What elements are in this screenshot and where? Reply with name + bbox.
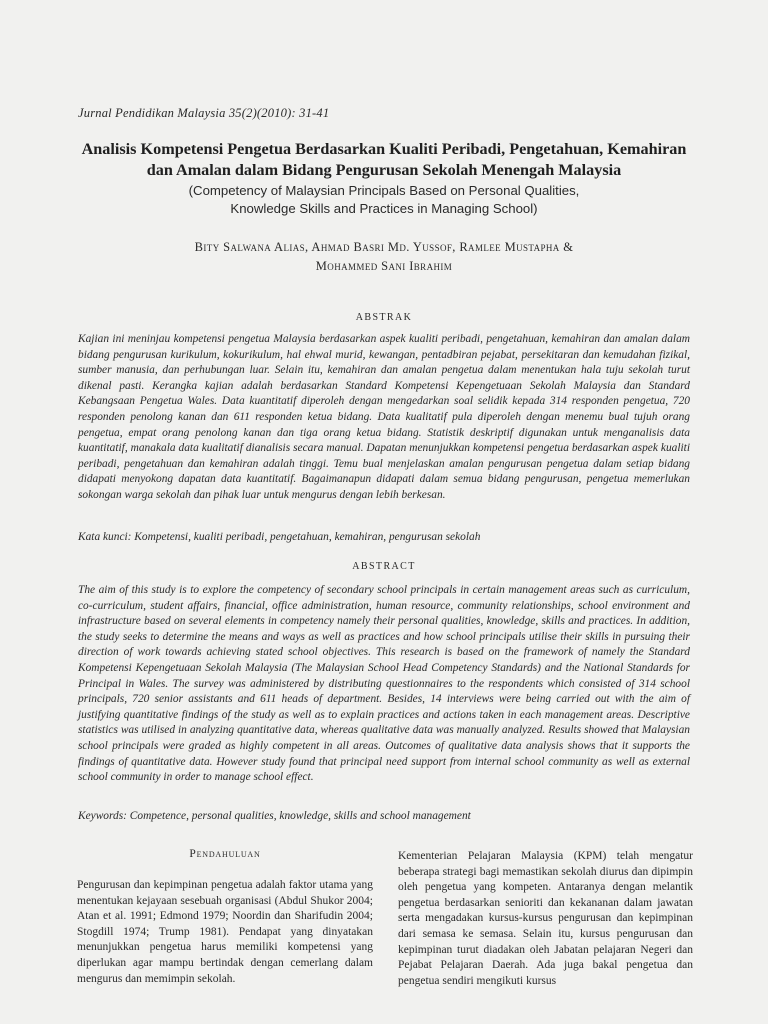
journal-citation: Jurnal Pendidikan Malaysia 35(2)(2010): 31-41: [78, 106, 330, 120]
english-title: [40, 182, 728, 218]
subtitle-line-1: (Competency of Malaysian Principals Based on Personal Qualities,: [188, 183, 580, 198]
abstract-heading: ABSTRACT: [352, 561, 416, 572]
subtitle-line-2: Knowledge Skills and Practices in Managing School): [230, 201, 538, 216]
authors-line-2: Mohammed Sani Ibrahim: [315, 259, 453, 273]
title-line-2: dan Amalan dalam Bidang Pengurusan Sekolah Menengah Malaysia: [146, 161, 622, 179]
pendahuluan-heading: Pendahuluan: [189, 848, 261, 860]
abstract-text: The aim of this study is to explore the competency of secondary school principals in certain management areas such as curriculum, co-curriculum, student affairs, financial, office administration, human resource, community relationships, school environment and infrastructure based on several elements in competency namely their personal qualities, knowledge, skills and practices. In addition, the study seeks to determine the means and ways as well as practices and how school principals utilise their skills in pursuing their direction of work towards achieving stated school objectives. This research is based on the framework of namely the Standard Kompetensi Kepengetuaan Sekolah Malaysia (The Malaysian School Head Competency Standards) and the National Standards for Principal in Wales. The survey was administered by distributing questionnaires to the respondents which consisted of 314 school principals, 720 senior assistants and 611 heads of department. Besides, 14 interviews were being carried out with the aim of justifying quantitative findings of the study as well as to explain practices and actions taken in each management areas. Descriptive statistics was utilised in analyzing quantitative data, whereas qualitative data was manually analyzed. Results showed that Malaysian school principals were graded as highly competent in all areas. Outcomes of qualitative data analysis shows that it supports the findings of quantitative data. However study found that principal need support from internal school community as well as external school community in order to manage school effect.: [78, 584, 690, 784]
article-title: [40, 139, 728, 181]
authors-line-1: Bity Salwana Alias, Ahmad Basri Md. Yussof, Ramlee Mustapha &: [194, 240, 574, 254]
kata-kunci: Kata kunci: Kompetensi, kualiti peribadi, pengetahuan, kemahiran, pengurusan sekolah: [78, 531, 481, 543]
left-column: [77, 848, 373, 987]
pendahuluan-text: Pengurusan dan kepimpinan pengetua adalah faktor utama yang menentukan kejayaan sesebuah organisasi (Abdul Shukor 2004; Atan et al. 1991; Edmond 1979; Noordin dan Sharifudin 2004; Stogdill 1974; Trump 1981). Pendapat yang dinyatakan menunjukkan pengetua harus memiliki kompetensi yang diperlukan agar mampu bertindak dengan cemerlang dalam mengurus dan memimpin sekolah.: [77, 879, 373, 985]
abstrak-text: Kajian ini meninjau kompetensi pengetua Malaysia berdasarkan aspek kualiti peribadi, pengetahuan, kemahiran dan amalan dalam bidang pengurusan kurikulum, kokurikulum, hal ehwal murid, kewangan, pentadbiran pejabat, persekitaran dan kemudahan fizikal, sumber manusia, dan perhubungan luar. Selain itu, kemahiran dan amalan pengetua dalam menentukan hala tuju sekolah turut dikenal pasti. Kerangka kajian adalah berdasarkan Standard Kompetensi Kepengetuaan Sekolah Malaysia dan Standard Kebangsaan Pengetua Wales. Data kuantitatif diperoleh dengan mengedarkan soal selidik kepada 314 responden pengetua, 720 responden penolong kanan dan 611 responden ketua bidang. Data kualitatif pula diperoleh dengan menemu bual tujuh orang pengetua, empat orang penolong kanan dan tiga orang ketua bidang. Statistik deskriptif digunakan untuk menganalisis data kuantitatif, manakala data kualitatif dianalisis secara manual. Dapatan menunjukkan kompetensi pengetua berdasarkan aspek kualiti peribadi, pengetahuan dan kemahiran adalah tinggi. Temu bual menjelaskan amalan pengurusan pengetua dalam setiap bidang didapati menyokong dapatan data kuantitatif. Bagaimanapun didapati dalam semua bidang pengurusan, pengetua memerlukan sokongan warga sekolah dan pihak luar untuk mengurus dengan lebih berkesan.: [78, 333, 690, 501]
right-column: [398, 849, 693, 989]
keywords: Keywords: Competence, personal qualities, knowledge, skills and school management: [78, 810, 471, 822]
right-column-text: Kementerian Pelajaran Malaysia (KPM) telah mengatur beberapa strategi bagi memastikan sekolah diurus dan dipimpin oleh pengetua yang kompeten. Antaranya dengan melantik pengetua berdasarkan senioriti dan kekananan dalam jawatan serta mengadakan kursus-kursus pengurusan dan kepimpinan dari semasa ke semasa. Selain itu, kursus pengurusan dan kepimpinan turut diadakan oleh Jabatan pelajaran Negeri dan Pejabat Pelajaran Daerah. Ada juga bakal pengetua dan pengetua sendiri mengikuti kursus: [398, 850, 693, 987]
title-line-1: Analisis Kompetensi Pengetua Berdasarkan Kualiti Peribadi, Pengetahuan, Kemahiran: [81, 140, 687, 158]
abstrak-heading: ABSTRAK: [355, 312, 413, 323]
author-list: [60, 238, 708, 276]
